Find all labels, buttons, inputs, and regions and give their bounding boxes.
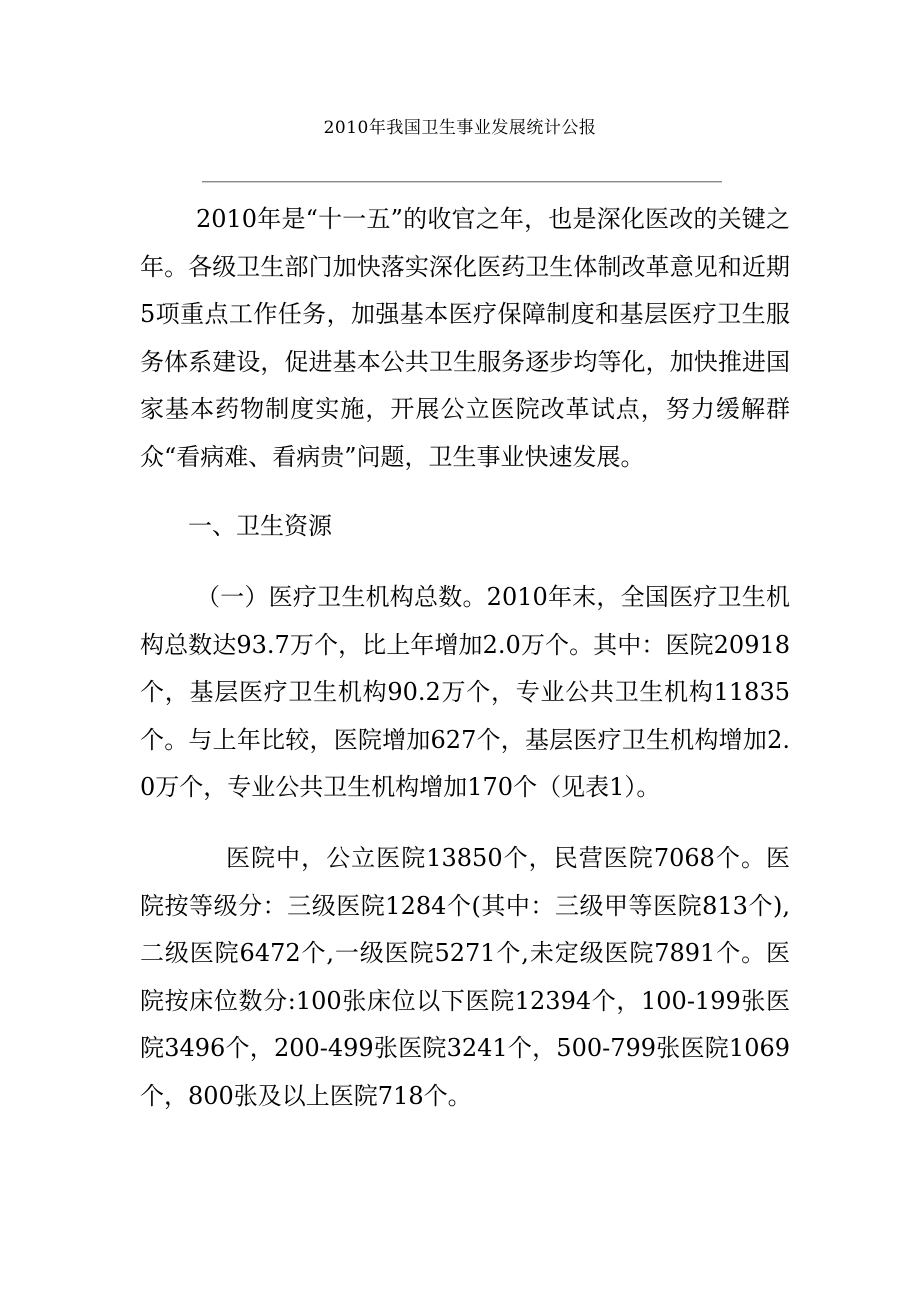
- section-heading-health-resources: 一、卫生资源: [188, 512, 332, 540]
- document-title: 2010年我国卫生事业发展统计公报: [323, 118, 597, 138]
- title-divider: [202, 181, 722, 183]
- institutions-paragraph: （一）医疗卫生机构总数。2010年末，全国医疗卫生机构总数达93.7万个，比上年增加2.0万个。其中：医院20918个，基层医疗卫生机构90.2万个，专业公共卫生机构11835个。与上年比较，医院增加627个，基层医疗卫生机构增加2.0万个，专业公共卫生机构增加170个（见表1）。: [140, 583, 790, 801]
- intro-paragraph: 2010年是“十一五”的收官之年，也是深化医改的关键之年。各级卫生部门加快落实深化医药卫生体制改革意见和近期5项重点工作任务，加强基本医疗保障制度和基层医疗卫生服务体系建设，促进基本公共卫生服务逐步均等化，加快推进国家基本药物制度实施，开展公立医院改革试点，努力缓解群众“看病难、看病贵”问题，卫生事业快速发展。: [140, 205, 790, 471]
- hospitals-paragraph: 医院中，公立医院13850个，民营医院7068个。医院按等级分：三级医院1284个(其中：三级甲等医院813个),二级医院6472个,一级医院5271个,未定级医院7891个。医院按床位数分:100张床位以下医院12394个，100-199张医院3496个，200-499张医院3241个，500-799张医院1069个，800张及以上医院718个。: [140, 844, 790, 1110]
